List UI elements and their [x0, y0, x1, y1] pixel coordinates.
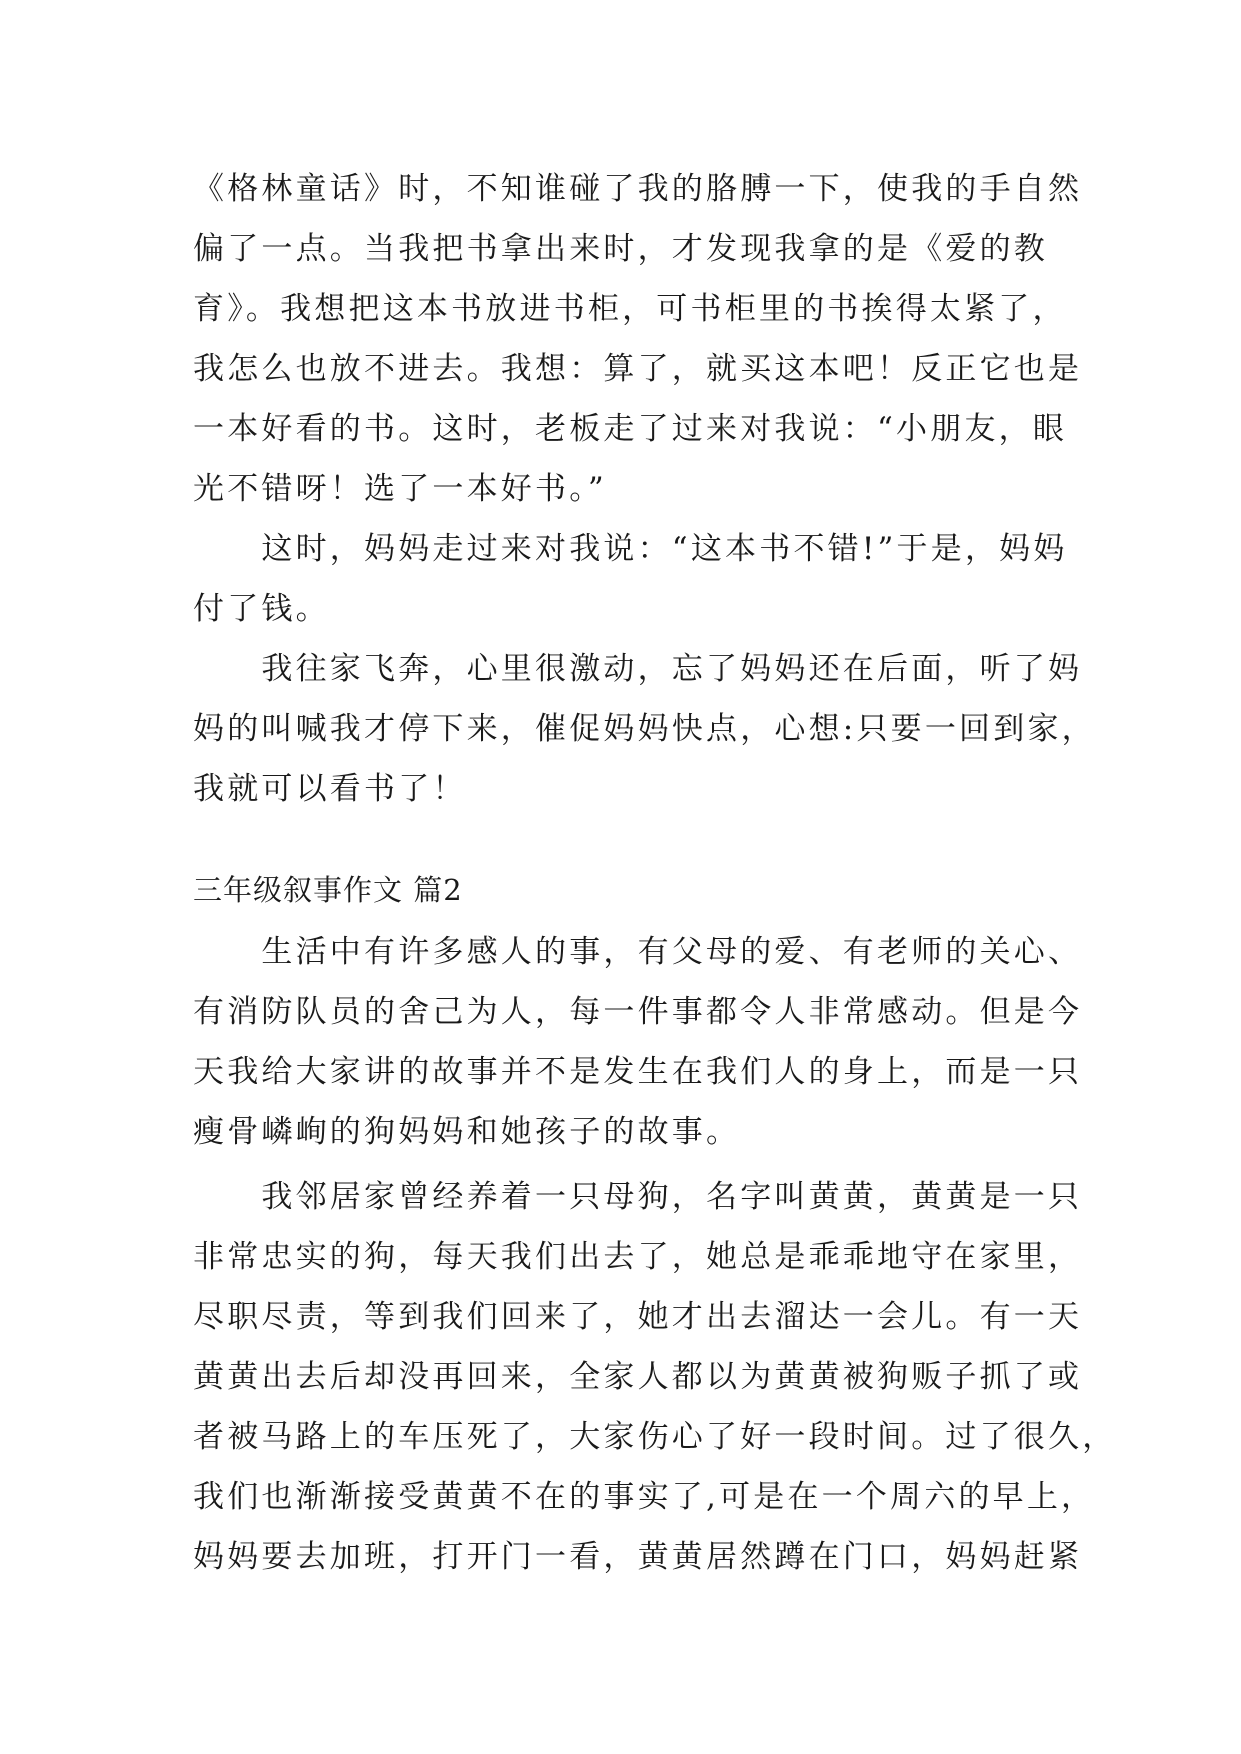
paragraph-line: 我就可以看书了！ — [193, 771, 467, 807]
section-heading: 三年级叙事作文 篇2 — [193, 873, 463, 907]
paragraph-line: 者被马路上的车压死了，大家伤心了好一段时间。过了很久， — [193, 1419, 1117, 1455]
paragraph-line: 生活中有许多感人的事，有父母的爱、有老师的关心、 — [193, 934, 1083, 970]
paragraph-line: 我们也渐渐接受黄黄不在的事实了,可是在一个周六的早上， — [193, 1479, 1096, 1515]
paragraph-line: 瘦骨嶙峋的狗妈妈和她孩子的故事。 — [193, 1114, 741, 1150]
paragraph-line: 非常忠实的狗，每天我们出去了，她总是乖乖地守在家里， — [193, 1239, 1083, 1275]
paragraph-line: 光不错呀！选了一本好书。” — [193, 471, 607, 507]
paragraph-line: 《格林童话》时，不知谁碰了我的胳膊一下，使我的手自然 — [193, 171, 1083, 207]
paragraph-line: 育》。我想把这本书放进书柜，可书柜里的书挨得太紧了， — [193, 291, 1067, 327]
paragraph-line: 一本好看的书。这时，老板走了过来对我说：“小朋友，眼 — [193, 411, 1068, 447]
paragraph-line: 妈的叫喊我才停下来，催促妈妈快点，心想:只要一回到家， — [193, 711, 1096, 747]
paragraph-line: 这时，妈妈走过来对我说：“这本书不错!”于是，妈妈 — [193, 531, 1068, 567]
paragraph-line: 我怎么也放不进去。我想：算了，就买这本吧！反正它也是 — [193, 351, 1083, 387]
paragraph-line: 有消防队员的舍己为人，每一件事都令人非常感动。但是今 — [193, 994, 1083, 1030]
paragraph-line: 天我给大家讲的故事并不是发生在我们人的身上，而是一只 — [193, 1054, 1083, 1090]
paragraph-line: 我邻居家曾经养着一只母狗，名字叫黄黄，黄黄是一只 — [193, 1179, 1083, 1215]
paragraph-line: 我往家飞奔，心里很激动，忘了妈妈还在后面，听了妈 — [193, 651, 1083, 687]
paragraph-line: 尽职尽责，等到我们回来了，她才出去溜达一会儿。有一天 — [193, 1299, 1083, 1335]
paragraph-line: 妈妈要去加班，打开门一看，黄黄居然蹲在门口，妈妈赶紧 — [193, 1539, 1083, 1575]
paragraph-line: 偏了一点。当我把书拿出来时，才发现我拿的是《爱的教 — [193, 231, 1048, 267]
paragraph-line: 黄黄出去后却没再回来，全家人都以为黄黄被狗贩子抓了或 — [193, 1359, 1083, 1395]
paragraph-line: 付了钱。 — [193, 591, 330, 627]
